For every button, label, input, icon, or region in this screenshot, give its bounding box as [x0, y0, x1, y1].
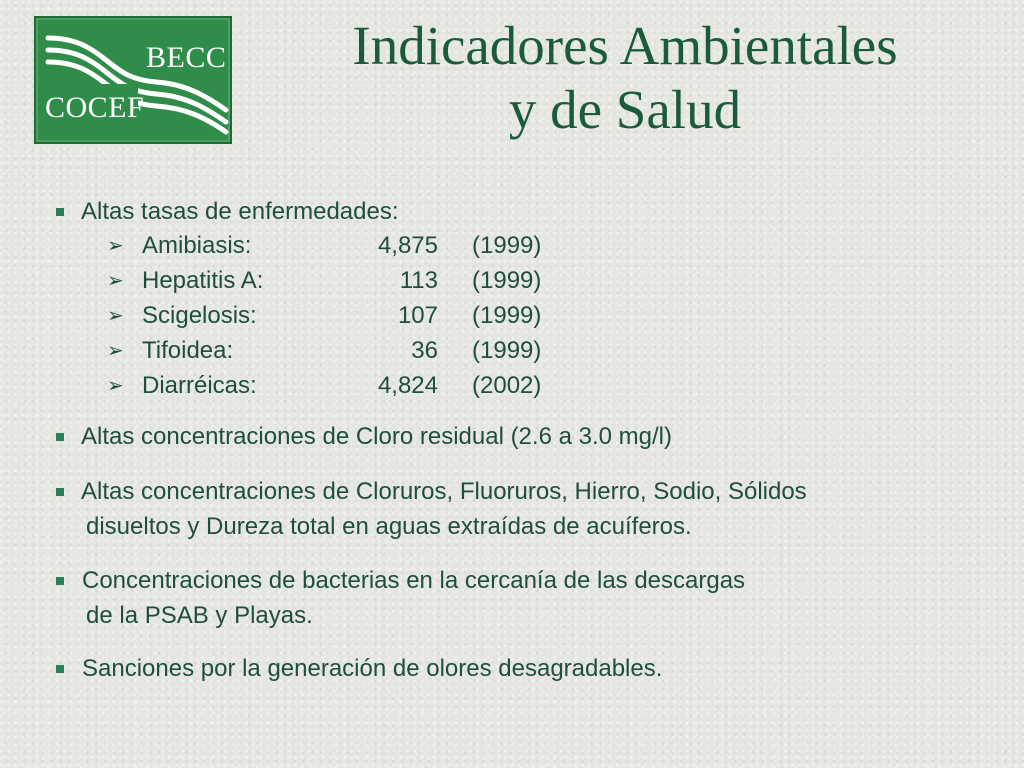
- bullet-chlorine-text: Altas concentraciones de Cloro residual (2.6 a 3.0 mg/l): [81, 423, 672, 450]
- bullet-marker: [56, 577, 64, 585]
- bullet-bacteria-line2: de la PSAB y Playas.: [86, 602, 313, 629]
- bullet-concentrations-line2: disueltos y Dureza total en aguas extraídas de acuíferos.: [86, 513, 692, 540]
- page-title: [280, 14, 970, 142]
- bullet-bacteria-line1: Concentraciones de bacterias en la cercanía de las descargas: [82, 567, 746, 594]
- disease-year: (1999): [472, 337, 542, 364]
- arrow-icon: ➢: [107, 375, 124, 397]
- bullet-diseases-text: Altas tasas de enfermedades:: [81, 198, 399, 225]
- arrow-icon: ➢: [107, 340, 124, 362]
- bullet-marker: [56, 433, 64, 441]
- wave-lines-icon: [36, 18, 234, 146]
- bullet-marker: [56, 665, 64, 673]
- disease-name: Scigelosis:: [142, 302, 257, 329]
- disease-year: (1999): [472, 232, 542, 259]
- becc-cocef-logo: [34, 16, 232, 144]
- disease-year: (2002): [472, 372, 542, 399]
- disease-value: 113: [399, 267, 438, 294]
- disease-year: (1999): [472, 302, 542, 329]
- arrow-icon: ➢: [107, 235, 124, 257]
- bullet-marker: [56, 488, 64, 496]
- disease-name: Amibiasis:: [142, 232, 252, 259]
- bullet-marker: [56, 208, 64, 216]
- bullet-concentrations-line1: Altas concentraciones de Cloruros, Fluoruros, Hierro, Sodio, Sólidos: [81, 478, 807, 505]
- disease-name: Tifoidea:: [142, 337, 234, 364]
- disease-value: 4,875: [377, 232, 438, 259]
- logo-cocef-text: COCEF: [45, 91, 145, 124]
- disease-value: 107: [397, 302, 438, 329]
- disease-year: (1999): [472, 267, 542, 294]
- logo-becc-text: BECC: [146, 41, 227, 74]
- disease-value: 4,824: [377, 372, 438, 399]
- disease-name: Diarréicas:: [142, 372, 257, 399]
- disease-value: 36: [411, 337, 438, 364]
- title-line-1: Indicadores Ambientales: [352, 15, 898, 76]
- title-line-2: y de Salud: [508, 79, 742, 140]
- bullet-sanctions-text: Sanciones por la generación de olores desagradables.: [82, 655, 663, 682]
- arrow-icon: ➢: [107, 305, 124, 327]
- disease-name: Hepatitis A:: [142, 267, 264, 294]
- arrow-icon: ➢: [107, 270, 124, 292]
